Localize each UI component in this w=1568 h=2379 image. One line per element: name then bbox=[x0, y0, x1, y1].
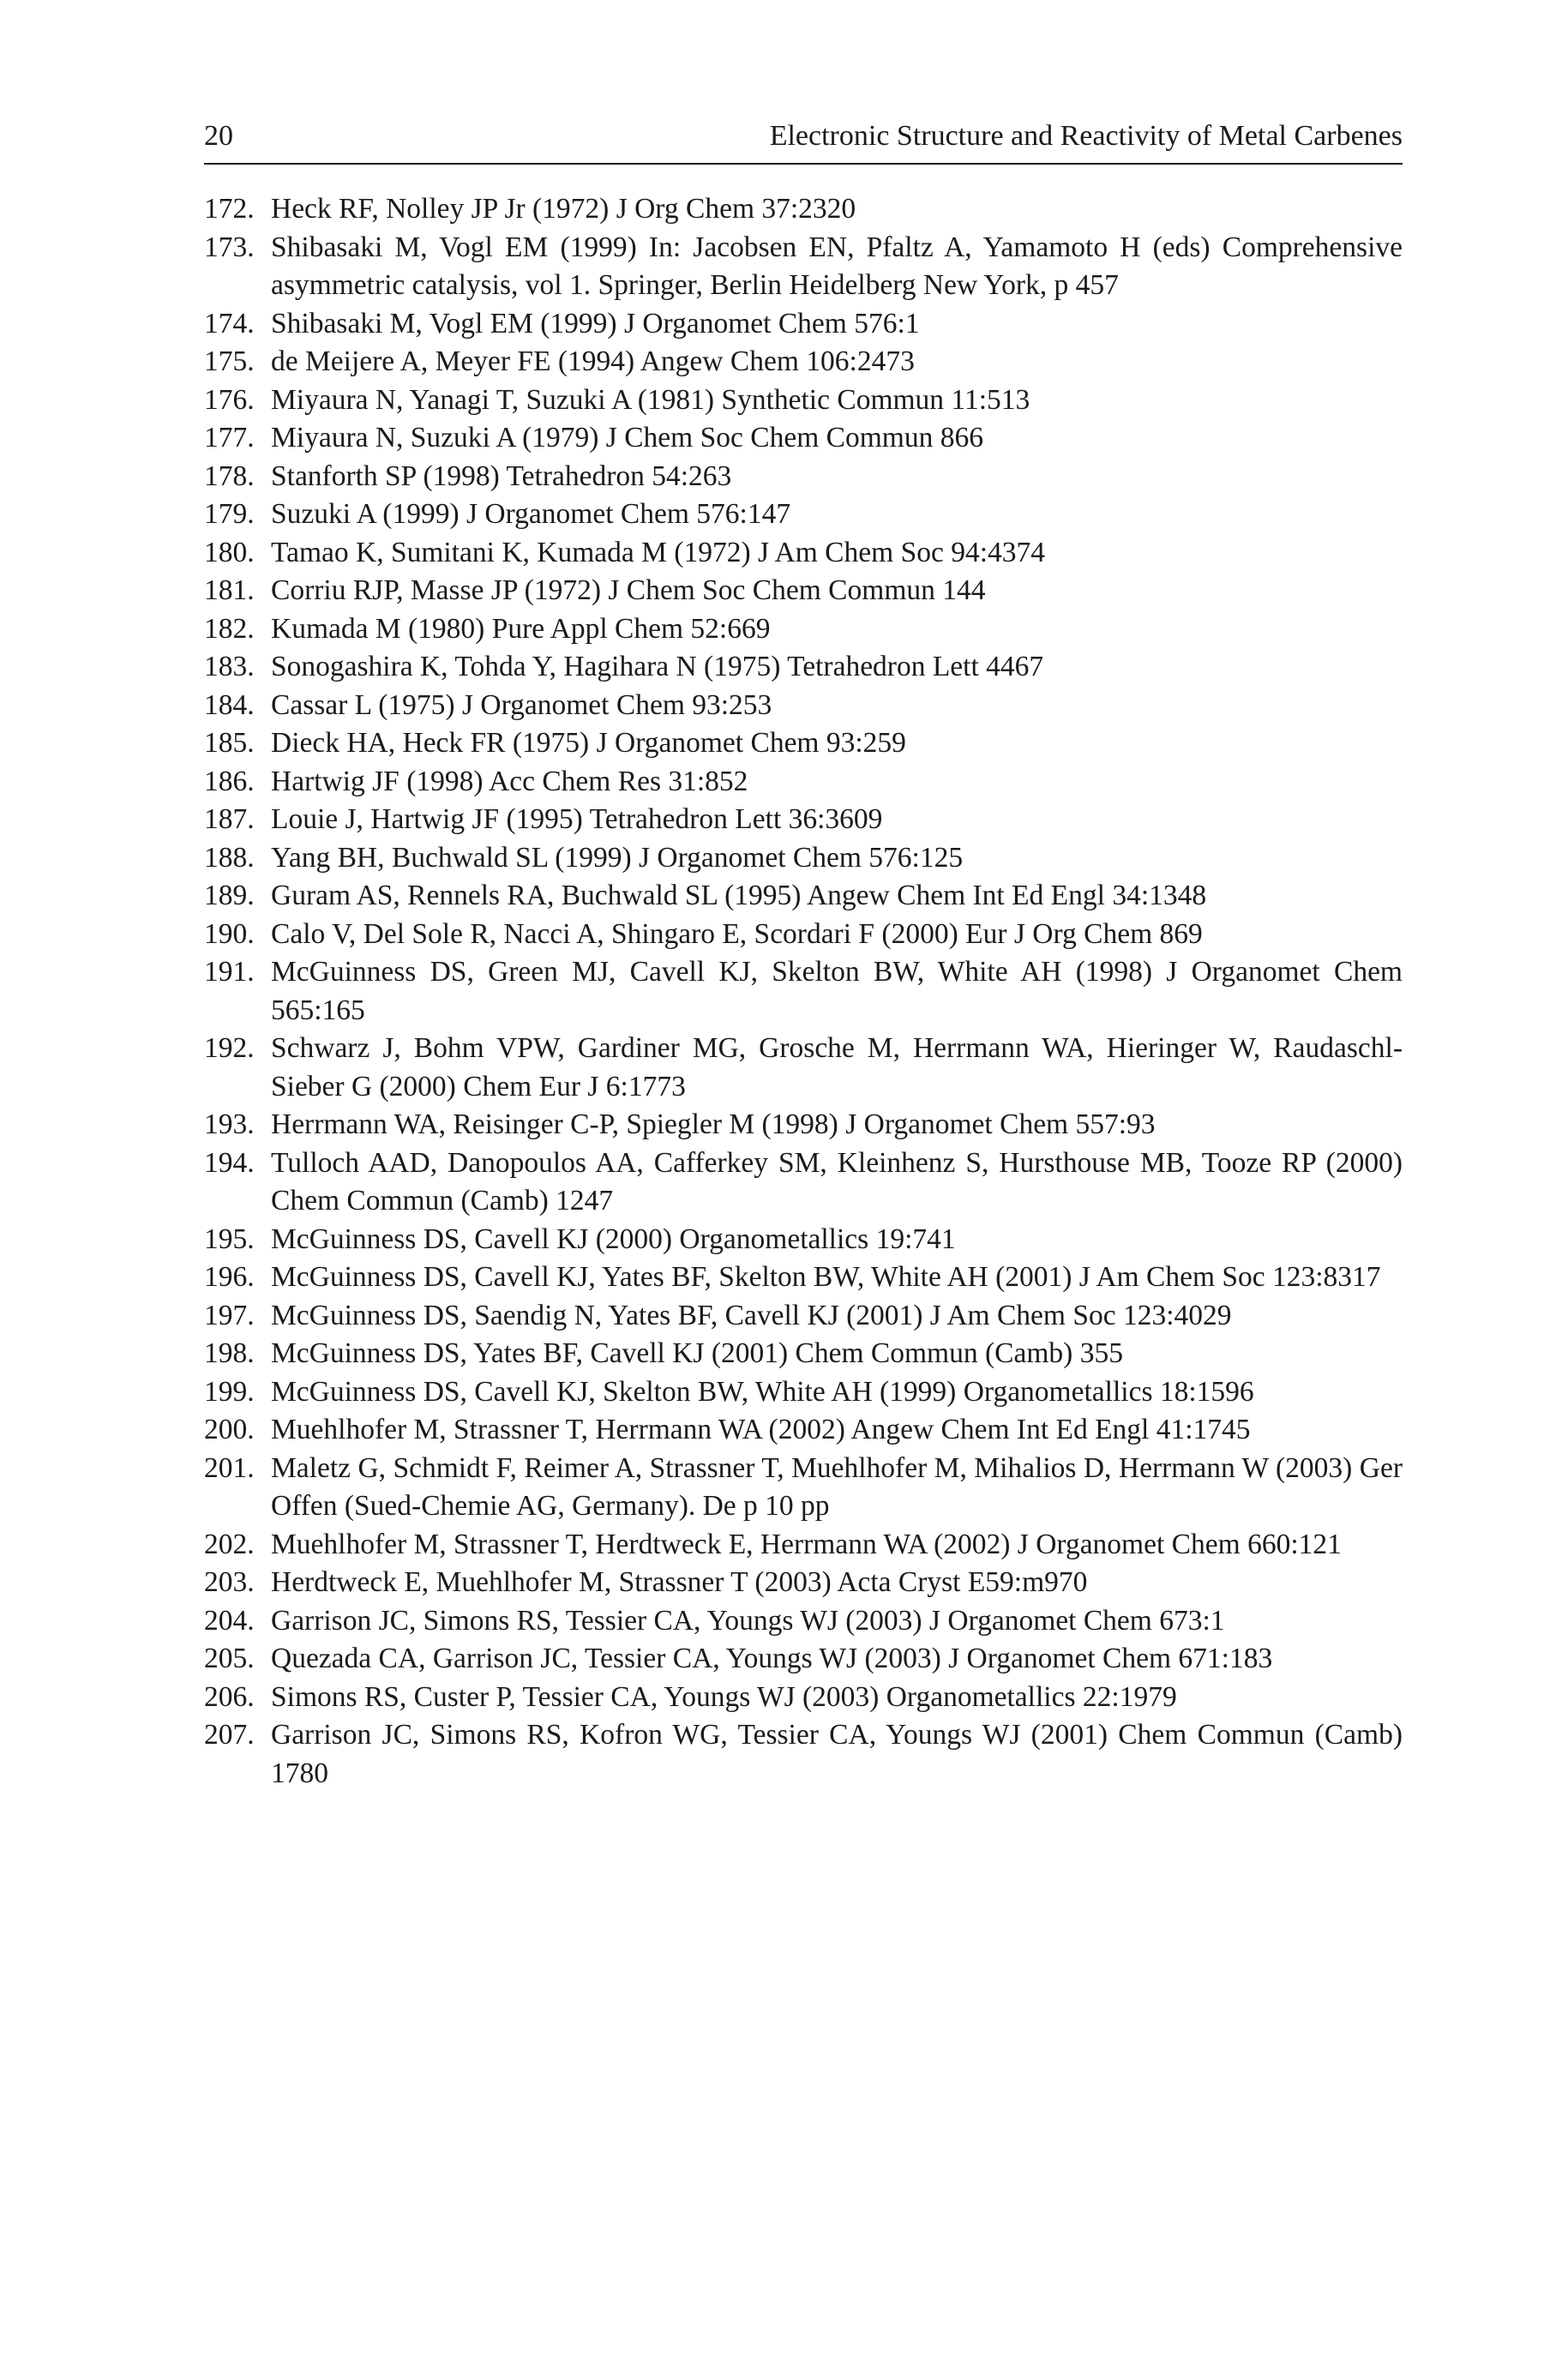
reference-text: Stanforth SP (1998) Tetrahedron 54:263 bbox=[271, 460, 732, 492]
reference-text: Heck RF, Nolley JP Jr (1972) J Org Chem 37:2320 bbox=[271, 193, 856, 225]
reference-number: 183. bbox=[204, 651, 255, 682]
reference-number: 174. bbox=[204, 307, 255, 339]
reference-item bbox=[204, 1335, 1403, 1373]
reference-item bbox=[204, 953, 1403, 1030]
reference-item bbox=[204, 1640, 1403, 1679]
reference-text: McGuinness DS, Cavell KJ, Yates BF, Skelton BW, White AH (2001) J Am Chem Soc 123:8317 bbox=[271, 1261, 1381, 1293]
reference-item bbox=[204, 419, 1403, 458]
reference-item bbox=[204, 1221, 1403, 1259]
reference-number: 185. bbox=[204, 727, 255, 759]
reference-text: Tulloch AAD, Danopoulos AA, Cafferkey SM, Kleinhenz S, Hursthouse MB, Tooze RP (2000) Chem Commun (Camb) 1247 bbox=[271, 1146, 1403, 1217]
reference-item bbox=[204, 534, 1403, 573]
reference-item bbox=[204, 229, 1403, 305]
reference-number: 195. bbox=[204, 1223, 255, 1255]
reference-text: Herrmann WA, Reisinger C-P, Spiegler M (1998) J Organomet Chem 557:93 bbox=[271, 1108, 1156, 1140]
reference-item bbox=[204, 1602, 1403, 1641]
reference-item bbox=[204, 190, 1403, 229]
reference-item bbox=[204, 1106, 1403, 1144]
reference-number: 197. bbox=[204, 1299, 255, 1331]
reference-number: 178. bbox=[204, 460, 255, 492]
reference-number: 190. bbox=[204, 917, 255, 950]
page-number: 20 bbox=[204, 120, 233, 152]
reference-number: 192. bbox=[204, 1032, 255, 1064]
reference-number: 184. bbox=[204, 688, 255, 721]
reference-number: 176. bbox=[204, 383, 255, 416]
reference-item bbox=[204, 1450, 1403, 1526]
reference-number: 202. bbox=[204, 1528, 255, 1560]
reference-number: 187. bbox=[204, 803, 255, 835]
reference-item bbox=[204, 877, 1403, 916]
reference-number: 200. bbox=[204, 1414, 255, 1445]
reference-item bbox=[204, 1297, 1403, 1336]
book-title: Electronic Structure and Reactivity of Metal Carbenes bbox=[769, 120, 1403, 152]
reference-text: Garrison JC, Simons RS, Kofron WG, Tessier CA, Youngs WJ (2001) Chem Commun (Camb) 1780 bbox=[271, 1719, 1403, 1789]
reference-number: 173. bbox=[204, 231, 255, 263]
reference-number: 204. bbox=[204, 1604, 255, 1637]
reference-number: 206. bbox=[204, 1680, 255, 1713]
reference-text: McGuinness DS, Cavell KJ (2000) Organometallics 19:741 bbox=[271, 1223, 956, 1255]
reference-text: Tamao K, Sumitani K, Kumada M (1972) J Am Chem Soc 94:4374 bbox=[271, 536, 1046, 568]
reference-text: Garrison JC, Simons RS, Tessier CA, Youngs WJ (2003) J Organomet Chem 673:1 bbox=[271, 1604, 1225, 1637]
reference-number: 182. bbox=[204, 612, 255, 645]
reference-text: Yang BH, Buchwald SL (1999) J Organomet Chem 576:125 bbox=[271, 841, 964, 874]
reference-number: 179. bbox=[204, 498, 255, 530]
reference-text: Dieck HA, Heck FR (1975) J Organomet Chem 93:259 bbox=[271, 727, 906, 759]
reference-text: Shibasaki M, Vogl EM (1999) J Organomet Chem 576:1 bbox=[271, 307, 920, 339]
reference-number: 180. bbox=[204, 536, 255, 568]
reference-text: McGuinness DS, Yates BF, Cavell KJ (2001) Chem Commun (Camb) 355 bbox=[271, 1337, 1123, 1369]
reference-item bbox=[204, 1526, 1403, 1565]
reference-text: Miyaura N, Yanagi T, Suzuki A (1981) Synthetic Commun 11:513 bbox=[271, 383, 1030, 416]
reference-text: Schwarz J, Bohm VPW, Gardiner MG, Grosche M, Herrmann WA, Hieringer W, Raudaschl-Sieber G (2000) Chem Eur J 6:1773 bbox=[271, 1032, 1403, 1102]
reference-item bbox=[204, 572, 1403, 610]
reference-text: McGuinness DS, Saendig N, Yates BF, Cavell KJ (2001) J Am Chem Soc 123:4029 bbox=[271, 1299, 1232, 1331]
reference-text: Muehlhofer M, Strassner T, Herrmann WA (2002) Angew Chem Int Ed Engl 41:1745 bbox=[271, 1414, 1251, 1445]
reference-item bbox=[204, 496, 1403, 534]
reference-number: 181. bbox=[204, 574, 255, 606]
reference-item bbox=[204, 1564, 1403, 1602]
reference-text: Kumada M (1980) Pure Appl Chem 52:669 bbox=[271, 612, 771, 645]
reference-item bbox=[204, 724, 1403, 763]
reference-item bbox=[204, 916, 1403, 954]
reference-text: Sonogashira K, Tohda Y, Hagihara N (1975) Tetrahedron Lett 4467 bbox=[271, 651, 1044, 682]
reference-item bbox=[204, 305, 1403, 344]
reference-number: 199. bbox=[204, 1375, 255, 1408]
reference-text: McGuinness DS, Green MJ, Cavell KJ, Skelton BW, White AH (1998) J Organomet Chem 565:165 bbox=[271, 956, 1403, 1026]
reference-item bbox=[204, 687, 1403, 725]
reference-item bbox=[204, 1373, 1403, 1412]
reference-item bbox=[204, 610, 1403, 649]
reference-number: 175. bbox=[204, 345, 255, 377]
reference-number: 172. bbox=[204, 193, 255, 225]
reference-item bbox=[204, 648, 1403, 687]
reference-text: Muehlhofer M, Strassner T, Herdtweck E, Herrmann WA (2002) J Organomet Chem 660:121 bbox=[271, 1528, 1342, 1560]
reference-text: Shibasaki M, Vogl EM (1999) In: Jacobsen EN, Pfaltz A, Yamamoto H (eds) Comprehensive asymmetric catalysis, vol 1. Springer, Berlin Heidelberg New York, p 457 bbox=[271, 231, 1403, 301]
reference-item bbox=[204, 1144, 1403, 1221]
reference-number: 201. bbox=[204, 1451, 255, 1484]
reference-text: Corriu RJP, Masse JP (1972) J Chem Soc Chem Commun 144 bbox=[271, 574, 986, 606]
reference-item bbox=[204, 1259, 1403, 1297]
reference-item bbox=[204, 1030, 1403, 1106]
reference-text: Miyaura N, Suzuki A (1979) J Chem Soc Chem Commun 866 bbox=[271, 422, 983, 454]
reference-item bbox=[204, 343, 1403, 381]
reference-text: Louie J, Hartwig JF (1995) Tetrahedron Lett 36:3609 bbox=[271, 803, 883, 835]
reference-text: Quezada CA, Garrison JC, Tessier CA, Youngs WJ (2003) J Organomet Chem 671:183 bbox=[271, 1643, 1273, 1674]
reference-number: 194. bbox=[204, 1146, 255, 1179]
reference-list bbox=[204, 190, 1403, 1793]
reference-number: 191. bbox=[204, 956, 255, 988]
reference-item bbox=[204, 1411, 1403, 1450]
reference-number: 177. bbox=[204, 422, 255, 454]
reference-item bbox=[204, 839, 1403, 878]
reference-text: de Meijere A, Meyer FE (1994) Angew Chem 106:2473 bbox=[271, 345, 915, 377]
reference-text: Suzuki A (1999) J Organomet Chem 576:147 bbox=[271, 498, 791, 530]
running-head bbox=[204, 110, 1403, 165]
reference-number: 198. bbox=[204, 1337, 255, 1369]
reference-number: 189. bbox=[204, 880, 255, 911]
reference-item bbox=[204, 763, 1403, 802]
reference-text: Hartwig JF (1998) Acc Chem Res 31:852 bbox=[271, 765, 748, 797]
reference-text: Maletz G, Schmidt F, Reimer A, Strassner T, Muehlhofer M, Mihalios D, Herrmann W (2003) Ger Offen (Sued-Chemie AG, Germany). De p 10 pp bbox=[271, 1451, 1403, 1522]
reference-item bbox=[204, 458, 1403, 496]
reference-item bbox=[204, 801, 1403, 839]
reference-item bbox=[204, 381, 1403, 420]
reference-text: McGuinness DS, Cavell KJ, Skelton BW, White AH (1999) Organometallics 18:1596 bbox=[271, 1375, 1254, 1408]
reference-item bbox=[204, 1716, 1403, 1793]
reference-text: Herdtweck E, Muehlhofer M, Strassner T (2003) Acta Cryst E59:m970 bbox=[271, 1566, 1088, 1598]
reference-number: 205. bbox=[204, 1643, 255, 1674]
reference-text: Guram AS, Rennels RA, Buchwald SL (1995) Angew Chem Int Ed Engl 34:1348 bbox=[271, 880, 1207, 911]
reference-item bbox=[204, 1679, 1403, 1717]
reference-number: 193. bbox=[204, 1108, 255, 1140]
reference-text: Simons RS, Custer P, Tessier CA, Youngs WJ (2003) Organometallics 22:1979 bbox=[271, 1680, 1177, 1713]
reference-number: 188. bbox=[204, 841, 255, 874]
reference-number: 207. bbox=[204, 1719, 255, 1751]
reference-number: 186. bbox=[204, 765, 255, 797]
reference-number: 196. bbox=[204, 1261, 255, 1293]
reference-number: 203. bbox=[204, 1566, 255, 1598]
reference-text: Cassar L (1975) J Organomet Chem 93:253 bbox=[271, 688, 772, 721]
reference-text: Calo V, Del Sole R, Nacci A, Shingaro E, Scordari F (2000) Eur J Org Chem 869 bbox=[271, 917, 1203, 950]
